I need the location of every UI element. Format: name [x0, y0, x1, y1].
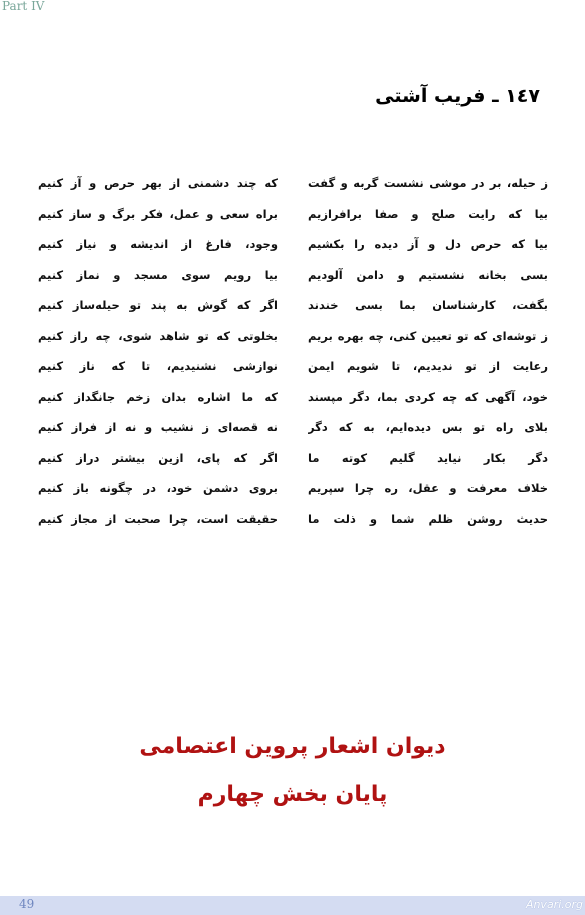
hemistich-right: دگر بکار نیاید گلیم کوته ما [308, 450, 548, 465]
hemistich-right: بسی بخانه نشستیم و دامن آلودیم [308, 267, 548, 282]
couplet [38, 504, 548, 535]
couplet [38, 473, 548, 504]
poem-body [38, 168, 548, 534]
page-number: 49 [19, 897, 35, 911]
hemistich-right: رعایت از تو ندیدیم، تا شویم ایمن [308, 359, 548, 374]
part-label: Part IV [2, 0, 45, 13]
hemistich-left: که چند دشمنی از بهر حرص و آز کنیم [38, 176, 278, 191]
couplet [38, 412, 548, 443]
couplet [38, 443, 548, 474]
hemistich-right: بیا که حرص دل و آز دیده را بکشیم [308, 237, 548, 252]
hemistich-left: اگر که پای، ازین بیشتر دراز کنیم [38, 450, 278, 465]
hemistich-right: خلاف معرفت و عقل، ره چرا سپریم [308, 481, 548, 496]
hemistich-right: ز توشه‌ای که تو تعیین کنی، چه بهره بریم [308, 328, 548, 343]
couplet [38, 229, 548, 260]
hemistich-left: بیا رویم سوی مسجد و نماز کنیم [38, 267, 278, 282]
footer-bar [0, 896, 585, 915]
hemistich-right: ز حیله، بر در موشی نشست گربه و گفت [308, 176, 548, 191]
hemistich-left: که ما اشاره بدان زخم جانگداز کنیم [38, 389, 278, 404]
hemistich-right: بلای راه تو بس دیده‌ایم، به که دگر [308, 420, 548, 435]
couplet [38, 168, 548, 199]
hemistich-right: بیا که رایت صلح و صفا برافرازیم [308, 206, 548, 221]
couplet [38, 290, 548, 321]
hemistich-left: بروی دشمن خود، در چگونه باز کنیم [38, 481, 278, 496]
couplet [38, 321, 548, 352]
couplet [38, 260, 548, 291]
hemistich-left: وجود، فارغ از اندیشه و نیاز کنیم [38, 237, 278, 252]
hemistich-right: بگفت، کارشناسان بما بسی خندند [308, 298, 548, 313]
hemistich-right: خود، آگهی که چه کردی بما، دگر مپسند [308, 389, 548, 404]
couplet [38, 199, 548, 230]
watermark: Anvari.org [525, 898, 583, 911]
hemistich-left: حقیقت است، چرا صحبت از مجاز کنیم [38, 511, 278, 526]
colophon-book-title: دیوان اشعار پروین اعتصامی [139, 734, 446, 759]
hemistich-left: اگر که گوش به پند تو حیله‌ساز کنیم [38, 298, 278, 313]
couplet [38, 351, 548, 382]
hemistich-left: نوازشی نشنیدیم، تا که ناز کنیم [38, 359, 278, 374]
hemistich-right: حدیث روشن ظلم شما و ذلت ما [308, 511, 548, 526]
poem-title: ١٤٧ ـ فریب آشتی [375, 85, 540, 107]
hemistich-left: نه قصه‌ای ز نشیب و نه از فراز کنیم [38, 420, 278, 435]
hemistich-left: براه سعی و عمل، فکر برگ و ساز کنیم [38, 206, 278, 221]
couplet [38, 382, 548, 413]
hemistich-left: بخلوتی که تو شاهد شوی، چه راز کنیم [38, 328, 278, 343]
colophon-section-end: پایان بخش چهارم [197, 782, 388, 807]
